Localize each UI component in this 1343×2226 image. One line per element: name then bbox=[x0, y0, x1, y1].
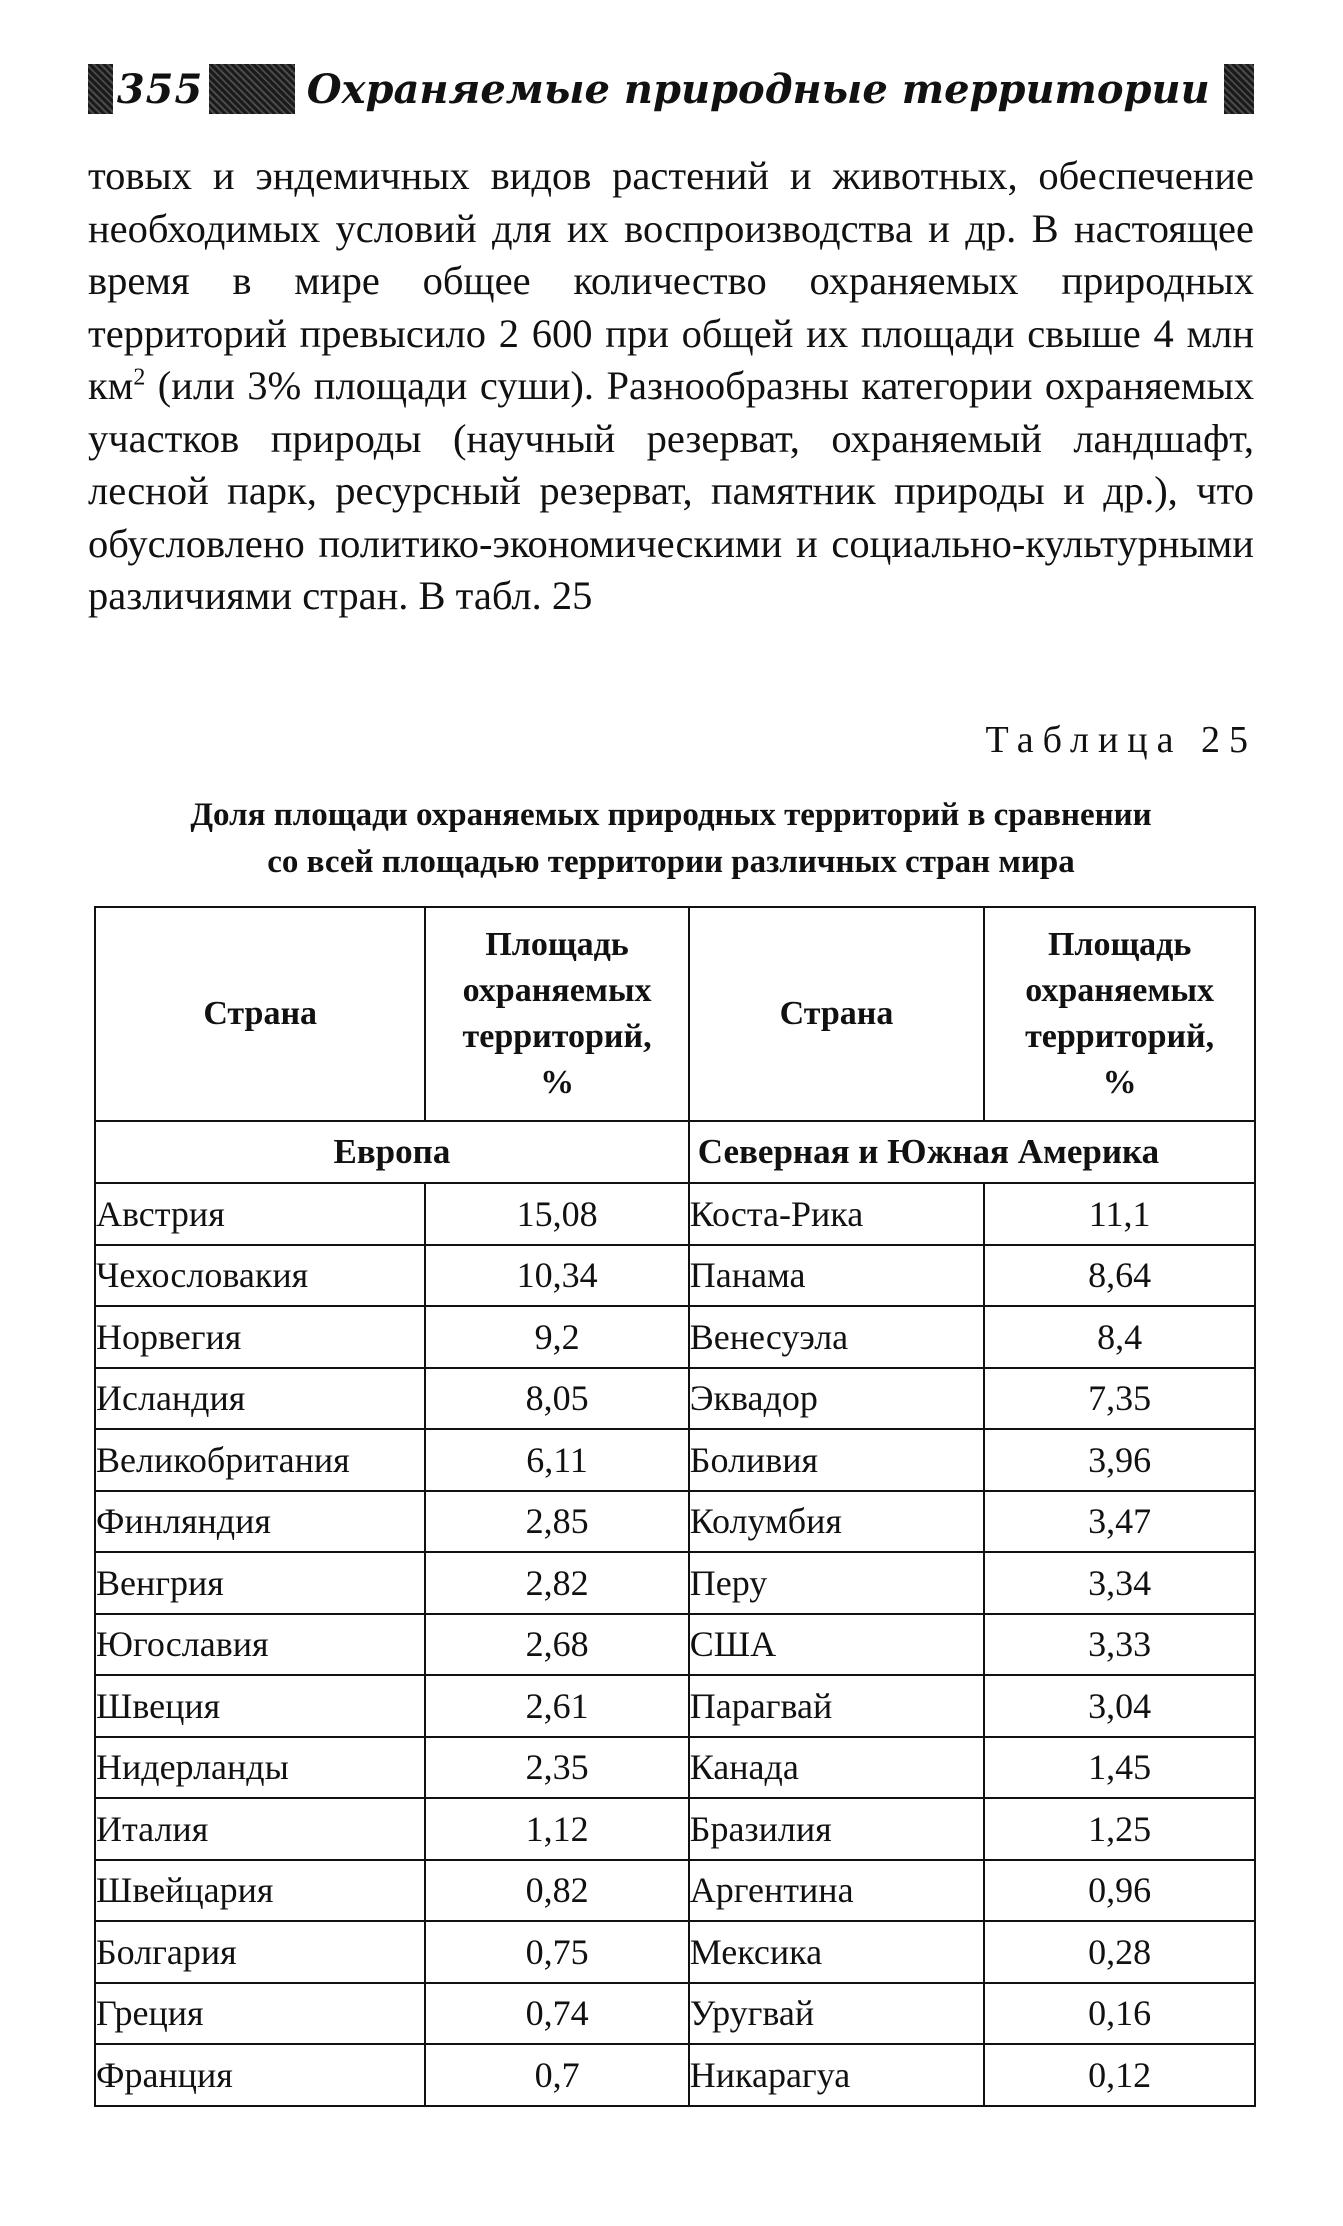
table-row bbox=[95, 1552, 1255, 1614]
am-value: 1,25 bbox=[984, 1798, 1255, 1860]
table-row bbox=[95, 1860, 1255, 1922]
am-value: 0,16 bbox=[984, 1983, 1255, 2045]
am-value: 8,64 bbox=[984, 1245, 1255, 1307]
body-paragraph bbox=[88, 150, 1254, 623]
header-line: охраняемых bbox=[1025, 972, 1215, 1009]
am-country: Панама bbox=[689, 1245, 985, 1307]
header-ornament bbox=[209, 64, 294, 114]
am-country: Коста-Рика bbox=[689, 1183, 985, 1245]
table-row bbox=[95, 1737, 1255, 1799]
header-line: Площадь bbox=[485, 926, 629, 963]
table-header-row bbox=[95, 907, 1255, 1121]
table-row bbox=[95, 1983, 1255, 2045]
eu-value: 0,75 bbox=[425, 1921, 688, 1983]
eu-country: Австрия bbox=[95, 1183, 425, 1245]
eu-value: 0,82 bbox=[425, 1860, 688, 1922]
eu-value: 2,68 bbox=[425, 1614, 688, 1676]
header-ornament bbox=[1224, 64, 1254, 114]
eu-country: Норвегия bbox=[95, 1306, 425, 1368]
am-country: Боливия bbox=[689, 1429, 985, 1491]
header-line: % bbox=[1102, 1064, 1137, 1101]
header-country: Страна bbox=[689, 907, 985, 1121]
header-area bbox=[425, 907, 688, 1121]
eu-country: Франция bbox=[95, 2044, 425, 2106]
table-row bbox=[95, 1491, 1255, 1553]
table-row bbox=[95, 1429, 1255, 1491]
table-row bbox=[95, 1675, 1255, 1737]
eu-value: 2,85 bbox=[425, 1491, 688, 1553]
am-value: 3,04 bbox=[984, 1675, 1255, 1737]
eu-country: Югославия bbox=[95, 1614, 425, 1676]
protected-areas-table bbox=[94, 906, 1256, 2107]
eu-country: Болгария bbox=[95, 1921, 425, 1983]
table-row bbox=[95, 1183, 1255, 1245]
am-country: Уругвай bbox=[689, 1983, 985, 2045]
eu-country: Исландия bbox=[95, 1368, 425, 1430]
body-text-part: (или 3% площади суши). Разнообразны категории охраняемых участков природы (научный резерват, охраняемый ландшафт, лесной парк, ресурсный резерват, памятник природы и др.), что обусловлено политико-экономическими и социально-культурными различиями стран. В табл. 25 bbox=[88, 363, 1254, 618]
eu-value: 2,35 bbox=[425, 1737, 688, 1799]
header-line: % bbox=[540, 1064, 575, 1101]
header-area bbox=[984, 907, 1255, 1121]
table-row bbox=[95, 1245, 1255, 1307]
table-row bbox=[95, 1798, 1255, 1860]
eu-country: Чехословакия bbox=[95, 1245, 425, 1307]
am-value: 3,47 bbox=[984, 1491, 1255, 1553]
eu-value: 2,61 bbox=[425, 1675, 688, 1737]
superscript: 2 bbox=[133, 364, 146, 391]
eu-country: Греция bbox=[95, 1983, 425, 2045]
am-country: Бразилия bbox=[689, 1798, 985, 1860]
eu-country: Великобритания bbox=[95, 1429, 425, 1491]
am-value: 3,96 bbox=[984, 1429, 1255, 1491]
eu-value: 10,34 bbox=[425, 1245, 688, 1307]
table-caption bbox=[88, 792, 1254, 886]
eu-value: 6,11 bbox=[425, 1429, 688, 1491]
am-country: Венесуэла bbox=[689, 1306, 985, 1368]
header-line: охраняемых bbox=[462, 972, 652, 1009]
table-row bbox=[95, 1368, 1255, 1430]
eu-value: 1,12 bbox=[425, 1798, 688, 1860]
table-number: Таблица 25 bbox=[985, 719, 1257, 761]
eu-country: Венгрия bbox=[95, 1552, 425, 1614]
table-row bbox=[95, 2044, 1255, 2106]
am-country: Перу bbox=[689, 1552, 985, 1614]
eu-value: 0,7 bbox=[425, 2044, 688, 2106]
running-title: Охраняемые природные территории bbox=[306, 65, 1210, 113]
am-country: Канада bbox=[689, 1737, 985, 1799]
eu-value: 9,2 bbox=[425, 1306, 688, 1368]
am-value: 3,33 bbox=[984, 1614, 1255, 1676]
am-country: Эквадор bbox=[689, 1368, 985, 1430]
caption-line: Доля площади охраняемых природных территорий в сравнении bbox=[190, 797, 1152, 833]
am-country: Мексика bbox=[689, 1921, 985, 1983]
table-row bbox=[95, 1921, 1255, 1983]
am-value: 0,12 bbox=[984, 2044, 1255, 2106]
am-country: Колумбия bbox=[689, 1491, 985, 1553]
am-value: 3,34 bbox=[984, 1552, 1255, 1614]
table-row bbox=[95, 1306, 1255, 1368]
eu-country: Швейцария bbox=[95, 1860, 425, 1922]
body-text-part: товых и эндемичных видов растений и животных, обеспечение необходимых условий для их воспроизводства и др. В настоящее время в мире общее количество охраняемых природных территорий превысило 2 600 при общей их площади свыше 4 млн км bbox=[88, 153, 1254, 408]
section-europe: Европа bbox=[95, 1121, 689, 1183]
running-header bbox=[88, 58, 1254, 120]
am-value: 11,1 bbox=[984, 1183, 1255, 1245]
am-country: Никарагуа bbox=[689, 2044, 985, 2106]
header-country: Страна bbox=[95, 907, 425, 1121]
header-line: территорий, bbox=[462, 1018, 652, 1055]
am-value: 0,28 bbox=[984, 1921, 1255, 1983]
eu-value: 2,82 bbox=[425, 1552, 688, 1614]
am-value: 1,45 bbox=[984, 1737, 1255, 1799]
table-row bbox=[95, 1614, 1255, 1676]
am-value: 8,4 bbox=[984, 1306, 1255, 1368]
page-number: 355 bbox=[116, 65, 204, 113]
header-line: Площадь bbox=[1047, 926, 1192, 963]
eu-country: Швеция bbox=[95, 1675, 425, 1737]
am-country: Парагвай bbox=[689, 1675, 985, 1737]
section-row bbox=[95, 1121, 1255, 1183]
section-americas: Северная и Южная Америка bbox=[689, 1121, 1255, 1183]
eu-country: Финляндия bbox=[95, 1491, 425, 1553]
eu-country: Нидерланды bbox=[95, 1737, 425, 1799]
eu-value: 8,05 bbox=[425, 1368, 688, 1430]
am-country: Аргентина bbox=[689, 1860, 985, 1922]
eu-value: 15,08 bbox=[425, 1183, 688, 1245]
am-value: 0,96 bbox=[984, 1860, 1255, 1922]
eu-value: 0,74 bbox=[425, 1983, 688, 2045]
am-country: США bbox=[689, 1614, 985, 1676]
am-value: 7,35 bbox=[984, 1368, 1255, 1430]
header-line: территорий, bbox=[1025, 1018, 1215, 1055]
caption-line: со всей площадью территории различных стран мира bbox=[267, 844, 1075, 880]
header-ornament bbox=[88, 64, 113, 114]
eu-country: Италия bbox=[95, 1798, 425, 1860]
